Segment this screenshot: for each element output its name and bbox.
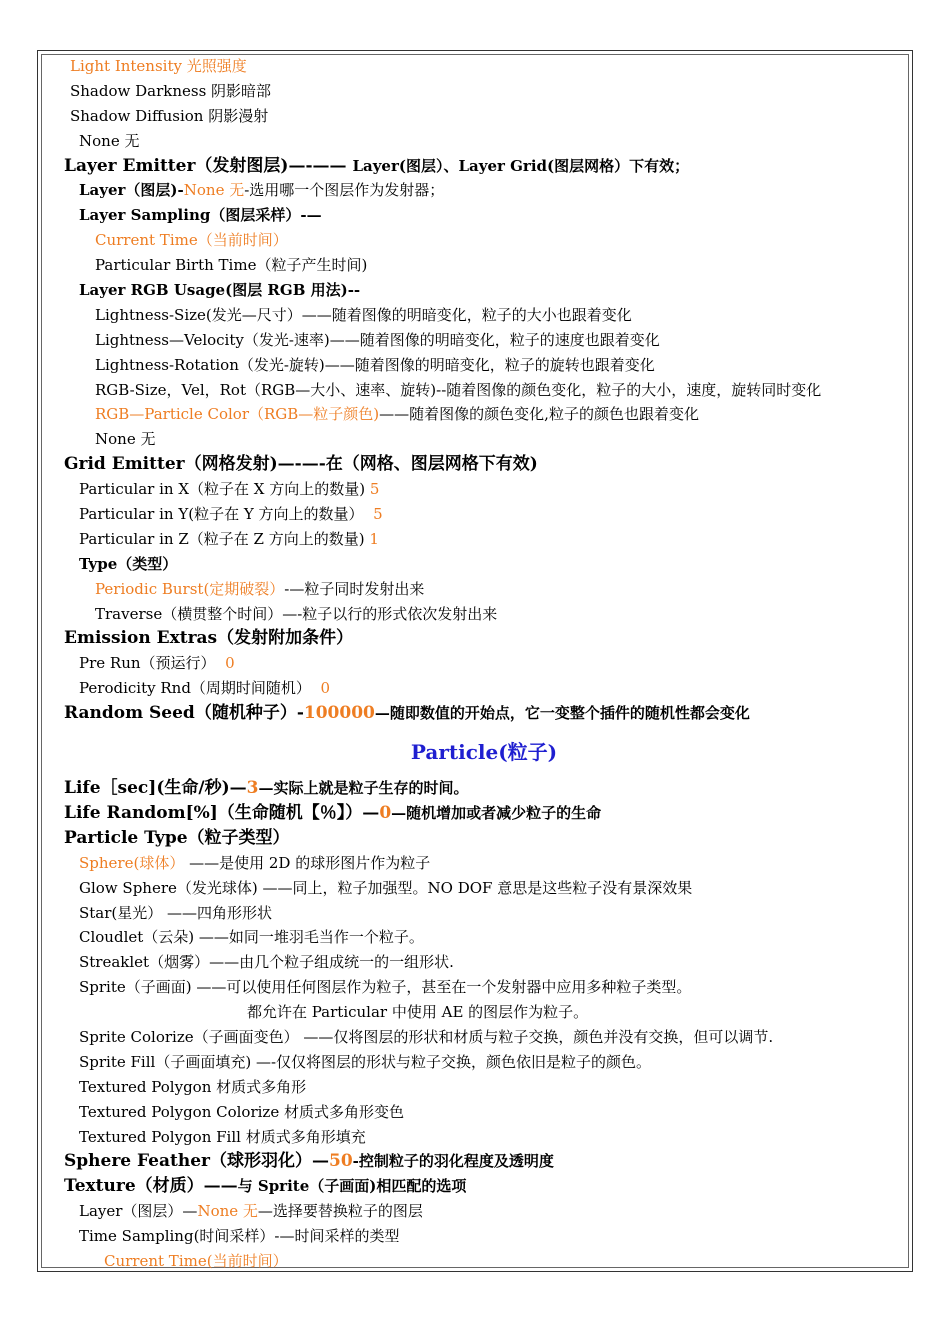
type-option: Textured Polygon Colorize 材质式多角形变色	[79, 1102, 404, 1121]
rgb-option: Lightness—Velocity（发光-速率)——随着图像的明暗变化，粒子的速度也跟着变化	[95, 330, 660, 349]
periodic-burst-option: Periodic Burst(定期破裂）-—粒子同时发射出来	[95, 579, 425, 598]
rgb-option: Lightness-Size(发光—尺寸）——随着图像的明暗变化，粒子的大小也跟着变化	[95, 305, 632, 324]
random-seed-heading: Random Seed（随机种子）-100000—随即数值的开始点，它一变整个插件的随机性都会变化	[64, 703, 750, 724]
shadow-diffusion-line: Shadow Diffusion 阴影漫射	[70, 106, 269, 125]
type-option: Sprite Fill（子画面填充) —-仅仅将图层的形状与粒子交换，颜色依旧是粒子的颜色。	[79, 1052, 652, 1071]
perodicity-line: Perodicity Rnd（周期时间随机） 0	[79, 679, 331, 698]
document-body	[64, 54, 904, 1274]
texture-layer-line: Layer（图层）—None 无—选择要替换粒子的图层	[79, 1202, 423, 1221]
layer-rgb-heading: Layer RGB Usage(图层 RGB 用法)--	[79, 281, 361, 300]
grid-item: Particular in Y(粒子在 Y 方向上的数量） 5	[79, 505, 383, 524]
grid-emitter-heading: Grid Emitter（网格发射)—-—-在（网格、图层网格下有效)	[64, 454, 538, 475]
sphere-option: Sphere(球体） ——是使用 2D 的球形图片作为粒子	[79, 853, 431, 872]
traverse-option: Traverse（横贯整个时间）—-粒子以行的形式依次发射出来	[95, 604, 498, 623]
particle-section-title: Particle(粒子)	[410, 740, 558, 765]
pre-run-line: Pre Run（预运行） 0	[79, 654, 235, 673]
emission-extras-heading: Emission Extras（发射附加条件）	[64, 628, 354, 649]
light-intensity-line: Light Intensity 光照强度	[70, 57, 247, 75]
sphere-feather-heading: Sphere Feather（球形羽化）—50-控制粒子的羽化程度及透明度	[64, 1151, 554, 1172]
birth-time-option: Particular Birth Time（粒子产生时间)	[95, 256, 368, 275]
none-option-line: None 无	[79, 131, 140, 150]
type-option: Star(星光） ——四角形形状	[79, 903, 273, 922]
layer-emitter-heading: Layer Emitter（发射图层)—-—— Layer(图层）、Layer Grid(图层网格）下有效；	[64, 155, 690, 176]
rgb-option: Lightness-Rotation（发光-旋转)——随着图像的明暗变化，粒子的旋转也跟着变化	[95, 355, 655, 374]
particle-type-heading: Particle Type（粒子类型）	[64, 827, 290, 848]
type-option: Glow Sphere（发光球体) ——同上，粒子加强型。NO DOF 意思是这些粒子没有景深效果	[79, 878, 693, 897]
time-sampling-line: Time Sampling(时间采样）-—时间采样的类型	[79, 1227, 400, 1246]
sprite-continuation: 都允许在 Particular 中使用 AE 的图层作为粒子。	[247, 1003, 589, 1022]
rgb-option: RGB-Size，Vel，Rot（RGB—大小、速率、旋转)--随着图像的颜色变化，粒子的大小，速度，旋转同时变化	[95, 380, 822, 399]
grid-item: Particular in Z（粒子在 Z 方向上的数量) 1	[79, 529, 379, 548]
current-time-option: Current Time（当前时间）	[95, 231, 288, 250]
rgb-particle-color-option: RGB—Particle Color（RGB—粒子颜色)——随着图像的颜色变化,粒子的颜色也跟着变化	[95, 405, 699, 424]
layer-line: Layer（图层)-None 无-选用哪一个图层作为发射器；	[79, 181, 445, 200]
none-option-line: None 无	[95, 430, 156, 449]
type-option: Textured Polygon Fill 材质式多角形填充	[79, 1127, 366, 1146]
life-random-heading: Life Random[%]（生命随机【％】）—0—随机增加或者减少粒子的生命	[64, 802, 602, 823]
type-option: Cloudlet（云朵) ——如同一堆羽毛当作一个粒子。	[79, 928, 424, 947]
grid-item: Particular in X（粒子在 X 方向上的数量) 5	[79, 480, 380, 499]
life-heading: Life［sec](生命/秒)—3—实际上就是粒子生存的时间。	[64, 778, 469, 799]
type-option: Sprite Colorize（子画面变色） ——仅将图层的形状和材质与粒子交换，颜色并没有交换，但可以调节.	[79, 1027, 774, 1046]
texture-heading: Texture（材质）——与 Sprite（子画面)相匹配的选项	[64, 1176, 467, 1197]
type-option: Sprite（子画面) ——可以使用任何图层作为粒子，甚至在一个发射器中应用多种粒子类型。	[79, 978, 692, 997]
type-heading: Type（类型）	[79, 554, 178, 573]
current-time-option: Current Time(当前时间）	[104, 1251, 288, 1270]
layer-sampling-heading: Layer Sampling（图层采样）-—	[79, 206, 322, 225]
shadow-darkness-line: Shadow Darkness 阴影暗部	[70, 81, 272, 100]
type-option: Textured Polygon 材质式多角形	[79, 1077, 307, 1096]
type-option: Streaklet（烟雾）——由几个粒子组成统一的一组形状.	[79, 953, 454, 972]
